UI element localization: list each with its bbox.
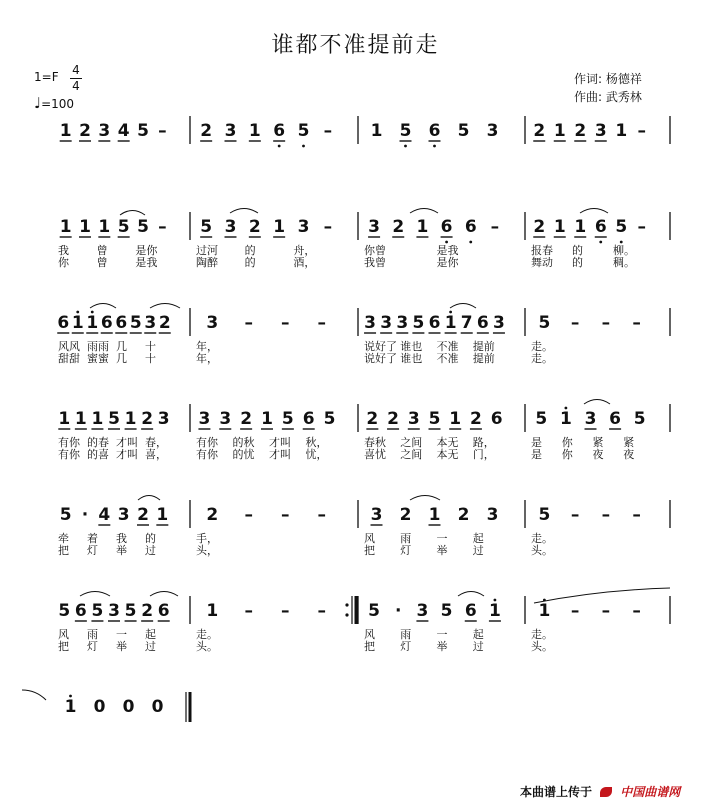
lyric-word: 才叫	[116, 448, 138, 461]
lyric-word: 之间	[400, 448, 423, 461]
note-digit: –	[601, 505, 611, 525]
note-digit: 2	[141, 601, 154, 621]
note-digit: 1	[74, 409, 87, 429]
note-digit: 1	[86, 313, 99, 333]
note-digit: 1	[248, 121, 261, 141]
lyric-word: 是你	[135, 244, 158, 257]
lyric-word: 几	[116, 352, 127, 365]
lyric-word: 是	[531, 436, 542, 449]
note-digit: 3	[219, 409, 232, 429]
lyric-word: 春，	[145, 436, 167, 449]
note-digit: 5	[368, 601, 381, 621]
lyric-word: 走。	[531, 352, 553, 365]
lyric-word: 举	[116, 640, 127, 653]
lyric-word: 过	[145, 640, 156, 653]
lyric-word: 你	[561, 448, 573, 461]
note-digit: –	[244, 601, 253, 621]
note-digit: 5	[200, 217, 213, 237]
note-digit: 3	[224, 121, 237, 141]
slur	[138, 496, 160, 501]
note-digit: 6	[157, 601, 170, 621]
lyric-word: 举	[436, 544, 448, 557]
note-digit: 1	[273, 217, 286, 237]
note-digit: 6	[428, 313, 441, 333]
lyric-word: 牵	[58, 532, 69, 545]
note-digit: 1	[370, 121, 383, 141]
lyric-word: 夜	[592, 448, 604, 461]
lyric-word: 起	[145, 628, 156, 641]
lyric-word: 曾	[96, 256, 108, 269]
lyric-word: 走。	[531, 628, 553, 641]
logo-icon	[600, 787, 612, 797]
note-digit: 5	[281, 409, 294, 429]
note-digit: –	[570, 505, 580, 525]
note-digit: 3	[370, 505, 383, 525]
slur	[458, 592, 484, 597]
note-digit: –	[281, 313, 290, 333]
note-digit: 6	[57, 313, 70, 333]
note-digit: 4	[117, 121, 130, 141]
lyric-word: 年，	[196, 340, 218, 353]
lyric-word: 不准	[436, 352, 459, 365]
note-digit: 5	[633, 409, 646, 429]
note-digit: 3	[486, 505, 499, 525]
note-digit: –	[632, 601, 641, 621]
note-digit: 1	[261, 409, 273, 429]
note-digit: 1	[59, 217, 72, 237]
note-digit: 2	[470, 409, 482, 429]
note-digit: 5	[457, 121, 470, 141]
lyric-word: 头。	[531, 544, 553, 557]
lyric-word: 本无	[436, 448, 459, 461]
note-digit: 5	[129, 313, 142, 333]
note-digit: 6	[609, 409, 622, 429]
lyric-word: 喜忧	[364, 448, 386, 461]
lyric-word: 的	[145, 532, 156, 545]
lyric-word: 灯	[87, 640, 98, 653]
note-digit: 1	[124, 409, 137, 429]
note-digit: –	[323, 121, 333, 141]
lyric-word: 是你	[436, 256, 459, 269]
lyric-word: 曾	[96, 244, 108, 257]
lyric-word: 本无	[436, 436, 459, 449]
note-digit: 1	[553, 121, 566, 141]
slur	[120, 211, 145, 216]
lyric-word: 酒，	[293, 256, 316, 269]
note-digit: 2	[141, 409, 154, 429]
tempo-value: =100	[41, 97, 75, 111]
lyric-word: 我	[116, 532, 127, 545]
lyric-word: 把	[364, 544, 375, 557]
lyric-word: 是我	[436, 244, 459, 257]
note-digit: 3	[117, 505, 130, 525]
slur	[90, 304, 116, 309]
quarter-note-icon: ♩	[34, 94, 42, 112]
lyric-word: 的忧	[232, 448, 255, 461]
lyric-word: 一	[116, 628, 127, 641]
note-digit: –	[570, 313, 580, 333]
lyric-word: 过	[472, 640, 484, 653]
lyric-word: 报春	[531, 244, 553, 257]
time-signature-top: 4	[72, 63, 80, 77]
note-digit: 2	[392, 217, 405, 237]
note-digit: 2	[248, 217, 261, 237]
note-digit: –	[570, 601, 580, 621]
note-digit: 3	[198, 409, 211, 429]
lyric-word: 头，	[196, 544, 218, 557]
note-digit: 2	[387, 409, 399, 429]
low-octave-dot	[620, 241, 623, 244]
lyric-word: 风	[58, 628, 69, 641]
lyric-word: 忧，	[305, 448, 328, 461]
note-digit: 1	[559, 409, 572, 429]
composer-credit: 作曲: 武秀林	[574, 90, 642, 104]
lyric-word: 一	[436, 628, 448, 641]
lyric-word: 秋，	[305, 436, 328, 449]
lyric-word: 的	[244, 256, 256, 269]
slur	[150, 592, 178, 597]
note-digit: 5	[59, 505, 72, 525]
lyric-word: 走。	[531, 532, 553, 545]
note-digit: 1	[449, 409, 462, 429]
note-digit: 6	[100, 313, 113, 333]
high-octave-dot	[76, 311, 79, 314]
key-signature: 1=F	[34, 70, 59, 84]
lyricist-credit: 作词: 杨德祥	[574, 72, 642, 86]
lyric-word: 春秋	[364, 436, 386, 449]
note-digit: 3	[206, 313, 219, 333]
note-digit: 1	[98, 217, 111, 237]
note-digit: 5	[58, 601, 71, 621]
lyric-word: 起	[472, 628, 484, 641]
note-digit: 3	[108, 601, 120, 621]
lyric-word: 十	[145, 352, 156, 365]
lyric-word: 着	[87, 532, 98, 545]
lyric-word: 紧	[592, 436, 604, 449]
slur	[580, 209, 608, 214]
slur	[230, 209, 258, 214]
note-digit: 0	[122, 697, 135, 717]
lyric-word: 才叫	[269, 448, 291, 461]
note-digit: –	[632, 505, 641, 525]
lyric-word: 紧	[623, 436, 635, 449]
footer	[520, 783, 680, 800]
note-digit: 5	[412, 313, 425, 333]
lyric-word: 雨	[400, 532, 412, 545]
lyric-word: 说好了	[364, 352, 397, 365]
note-digit: 3	[364, 313, 376, 333]
lyric-word: 灯	[87, 544, 98, 557]
note-digit: 6	[464, 217, 477, 237]
note-digit: 1	[71, 313, 84, 333]
song-title: 谁都不准提前走	[271, 33, 440, 58]
footer-brand: 中国曲谱网	[620, 785, 681, 799]
note-digit: –	[158, 121, 167, 141]
note-digit: –	[317, 505, 326, 525]
note-digit: –	[281, 601, 290, 621]
note-digit: 6	[428, 121, 441, 141]
note-digit: 1	[206, 601, 219, 621]
note-digit: –	[244, 313, 253, 333]
note-digit: 2	[137, 505, 149, 525]
note-digit: –	[637, 217, 646, 237]
lyric-word: 陶醉	[196, 256, 218, 269]
note-digit: 3	[493, 313, 505, 333]
lyric-word: 过河	[196, 244, 218, 257]
slur	[150, 304, 180, 309]
lyric-word: 才叫	[116, 436, 138, 449]
lyric-word: 我	[58, 244, 69, 257]
note-digit: 3	[584, 409, 597, 429]
note-digit: 3	[594, 121, 607, 141]
time-signature-bottom: 4	[72, 79, 80, 93]
note-digit: 3	[486, 121, 499, 141]
lyric-word: 的	[572, 244, 583, 257]
lyric-word: 举	[436, 640, 448, 653]
lyric-word: 雨	[400, 628, 412, 641]
low-octave-dot	[278, 145, 281, 148]
lyric-word: 之间	[400, 436, 423, 449]
slur	[410, 209, 438, 214]
note-digit: 5	[440, 601, 453, 621]
lyric-word: 几	[116, 340, 127, 353]
high-octave-dot	[449, 311, 452, 314]
note-digit: –	[601, 313, 611, 333]
lyric-word: 手，	[196, 532, 218, 545]
lyric-word: 是	[531, 448, 542, 461]
note-digit: 1	[444, 313, 457, 333]
note-digit: 6	[594, 217, 607, 237]
high-octave-dot	[494, 599, 497, 602]
note-digit: 5	[108, 409, 120, 429]
note-digit: 5	[538, 313, 551, 333]
high-octave-dot	[91, 311, 94, 314]
note-digit: 2	[533, 217, 546, 237]
note-digit: 3	[416, 601, 429, 621]
note-digit: 1	[615, 121, 628, 141]
note-digit: 1	[64, 697, 77, 717]
note-digit: 6	[273, 121, 286, 141]
high-octave-dot	[565, 407, 568, 410]
lyric-word: 我曾	[364, 256, 386, 269]
lyric-word: 风	[364, 628, 375, 641]
note-digit: 1	[91, 409, 104, 429]
slur	[584, 400, 610, 405]
lyric-word: 门，	[472, 448, 495, 461]
note-digit: 0	[93, 697, 106, 717]
low-octave-dot	[302, 145, 305, 148]
lyric-word: 灯	[400, 544, 412, 557]
note-digit: 5	[399, 121, 412, 141]
lyric-word: 夜	[623, 448, 635, 461]
lyric-word: 十	[145, 340, 156, 353]
note-digit: 2	[533, 121, 546, 141]
note-digit: 5	[137, 121, 149, 141]
tie	[22, 690, 46, 700]
note-digit: 6	[440, 217, 453, 237]
note-digit: 1	[156, 505, 169, 525]
note-digit: 2	[366, 409, 379, 429]
lyric-word: 起	[472, 532, 484, 545]
lyric-word: 谁也	[400, 340, 423, 353]
note-digit: 1	[79, 217, 91, 237]
note-digit: 6	[476, 313, 489, 333]
note-digit: –	[637, 121, 646, 141]
note-digit: –	[317, 601, 326, 621]
lyric-word: 走。	[196, 628, 218, 641]
lyric-word: 甜甜	[58, 352, 80, 365]
note-digit: ·	[81, 505, 89, 525]
note-digit: 5	[538, 505, 551, 525]
repeat-dot	[345, 603, 348, 606]
lyric-word: 你曾	[364, 244, 386, 257]
note-digit: 0	[151, 697, 164, 717]
note-digit: 1	[58, 409, 71, 429]
low-octave-dot	[445, 241, 448, 244]
lyric-word: 灯	[400, 640, 412, 653]
note-digit: 3	[368, 217, 381, 237]
lyric-word: 喜，	[145, 448, 167, 461]
lyric-word: 不准	[436, 340, 459, 353]
lyric-word: 才叫	[269, 436, 291, 449]
lyric-word: 风	[364, 532, 375, 545]
slur	[450, 304, 476, 309]
note-digit: –	[281, 505, 290, 525]
lyric-word: 路，	[472, 436, 495, 449]
note-digit: 5	[535, 409, 548, 429]
note-digit: 5	[297, 121, 310, 141]
note-digit: 1	[553, 217, 566, 237]
note-digit: 1	[574, 217, 587, 237]
note-digit: 6	[115, 313, 128, 333]
lyric-word: 的春	[87, 436, 109, 449]
note-digit: 3	[98, 121, 111, 141]
note-digit: 5	[615, 217, 628, 237]
lyric-word: 舟，	[293, 244, 316, 257]
lyric-word: 一	[436, 532, 448, 545]
note-digit: 3	[407, 409, 420, 429]
lyric-word: 提前	[472, 352, 495, 365]
lyric-word: 舞动	[531, 256, 553, 269]
note-digit: 6	[302, 409, 315, 429]
note-digit: 2	[240, 409, 253, 429]
note-digit: –	[323, 217, 333, 237]
lyric-word: 稠。	[613, 256, 635, 269]
lyric-word: 你	[561, 436, 573, 449]
lyric-word: 年，	[196, 352, 218, 365]
lyric-word: 柳。	[613, 244, 635, 257]
note-digit: ·	[395, 601, 402, 621]
lyric-word: 有你	[58, 448, 80, 461]
note-digit: 6	[74, 601, 87, 621]
note-digit: 2	[574, 121, 587, 141]
lyric-word: 举	[116, 544, 127, 557]
note-digit: 3	[297, 217, 310, 237]
slur	[410, 496, 440, 501]
low-octave-dot	[433, 145, 436, 148]
note-digit: 2	[158, 313, 171, 333]
lyric-word: 风风	[58, 340, 80, 353]
note-digit: 2	[200, 121, 213, 141]
footer-text: 本曲谱上传于	[520, 785, 593, 799]
lyric-word: 雨雨	[87, 340, 109, 353]
lyric-word: 有你	[196, 436, 218, 449]
note-digit: –	[601, 601, 611, 621]
lyric-word: 把	[58, 640, 69, 653]
note-digit: –	[490, 217, 500, 237]
slur	[80, 592, 110, 597]
lyric-word: 把	[58, 544, 69, 557]
lyric-word: 把	[364, 640, 375, 653]
note-digit: 5	[137, 217, 149, 237]
note-digit: –	[244, 505, 253, 525]
note-digit: 3	[157, 409, 170, 429]
note-digit: 5	[428, 409, 441, 429]
note-digit: –	[317, 313, 326, 333]
lyric-word: 走。	[531, 340, 553, 353]
note-digit: 2	[79, 121, 91, 141]
lyric-word: 蜜蜜	[87, 352, 109, 365]
note-digit: 1	[59, 121, 72, 141]
lyric-word: 说好了	[364, 340, 397, 353]
lyric-word: 头。	[196, 640, 218, 653]
note-digit: 1	[488, 601, 501, 621]
lyric-word: 的秋	[232, 436, 255, 449]
note-digit: 5	[117, 217, 130, 237]
note-digit: 2	[206, 505, 219, 525]
note-digit: 7	[460, 313, 473, 333]
lyric-word: 是我	[135, 256, 158, 269]
lyric-word: 过	[145, 544, 156, 557]
note-digit: 5	[323, 409, 336, 429]
note-digit: 3	[396, 313, 409, 333]
note-digit: 3	[224, 217, 237, 237]
lyric-word: 你	[58, 256, 69, 269]
lyric-word: 雨	[87, 628, 98, 641]
low-octave-dot	[469, 241, 472, 244]
note-digit: 3	[144, 313, 157, 333]
lyric-word: 的喜	[87, 448, 109, 461]
note-digit: 2	[399, 505, 412, 525]
note-digit: –	[632, 313, 641, 333]
note-digit: 3	[380, 313, 393, 333]
lyric-word: 有你	[196, 448, 218, 461]
high-octave-dot	[69, 695, 72, 698]
lyric-word: 有你	[58, 436, 80, 449]
note-digit: 1	[416, 217, 429, 237]
lyric-word: 过	[472, 544, 484, 557]
repeat-dot	[345, 613, 348, 616]
lyric-word: 头。	[531, 640, 553, 653]
lyric-word: 提前	[472, 340, 495, 353]
note-digit: 2	[457, 505, 470, 525]
note-digit: 4	[98, 505, 111, 525]
lyric-word: 的	[572, 256, 583, 269]
low-octave-dot	[599, 241, 602, 244]
note-digit: 6	[464, 601, 477, 621]
note-digit: 1	[538, 601, 551, 621]
note-digit: 5	[124, 601, 137, 621]
note-digit: 5	[91, 601, 104, 621]
note-digit: 1	[428, 505, 441, 525]
note-digit: –	[158, 217, 167, 237]
low-octave-dot	[404, 145, 407, 148]
lyric-word: 的	[244, 244, 256, 257]
lyric-word: 谁也	[400, 352, 423, 365]
note-digit: 6	[490, 409, 503, 429]
